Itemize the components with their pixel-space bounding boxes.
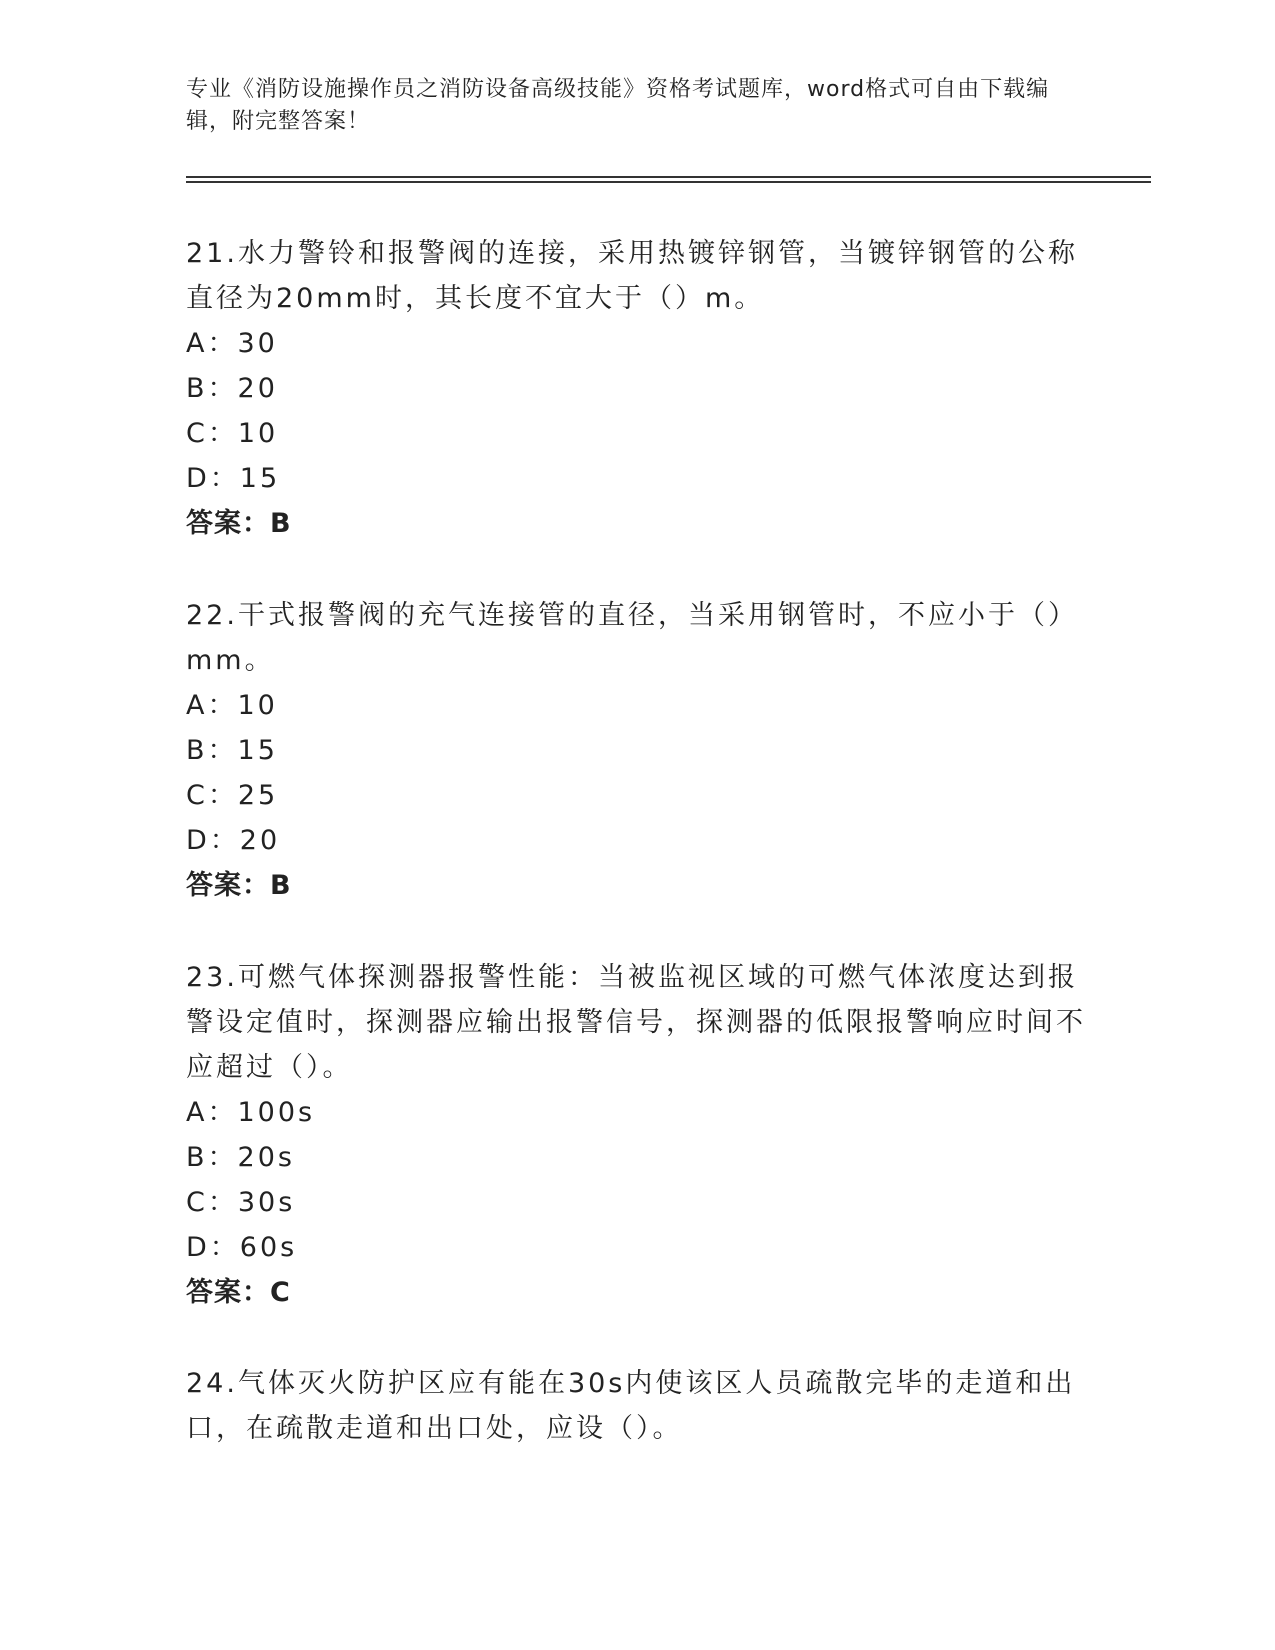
header-divider-top — [186, 176, 1151, 178]
option-a: A：30 — [186, 328, 278, 359]
question-stem: 22.干式报警阀的充气连接管的直径，当采用钢管时，不应小于（）mm。 — [186, 600, 1078, 676]
option-a: A：10 — [186, 690, 278, 721]
option-b: B：15 — [186, 735, 278, 766]
option-c: C：10 — [186, 418, 279, 449]
question-22 — [186, 593, 1086, 908]
question-21 — [186, 231, 1086, 546]
question-23 — [186, 955, 1086, 1315]
option-b: B：20s — [186, 1142, 295, 1173]
question-stem: 21.水力警铃和报警阀的连接，采用热镀锌钢管，当镀锌钢管的公称直径为20mm时，其长度不宜大于（）m。 — [186, 238, 1078, 314]
option-d: D：15 — [186, 463, 281, 494]
option-b: B：20 — [186, 373, 278, 404]
answer: 答案：B — [186, 508, 292, 539]
answer: 答案：B — [186, 870, 292, 901]
header-divider-bottom — [186, 181, 1151, 183]
option-c: C：25 — [186, 780, 279, 811]
question-24 — [186, 1361, 1086, 1451]
header-intro-text: 专业《消防设施操作员之消防设备高级技能》资格考试题库，word格式可自由下载编辑，附完整答案！ — [186, 77, 1050, 134]
question-stem: 24.气体灭火防护区应有能在30s内使该区人员疏散完毕的走道和出口，在疏散走道和出口处，应设（）。 — [186, 1368, 1076, 1444]
answer: 答案：C — [186, 1277, 291, 1308]
document-header — [186, 74, 1086, 138]
question-stem: 23.可燃气体探测器报警性能：当被监视区域的可燃气体浓度达到报警设定值时，探测器应输出报警信号，探测器的低限报警响应时间不应超过（）。 — [186, 962, 1086, 1083]
option-a: A：100s — [186, 1097, 316, 1128]
option-d: D：20 — [186, 825, 281, 856]
option-c: C：30s — [186, 1187, 296, 1218]
option-d: D：60s — [186, 1232, 298, 1263]
